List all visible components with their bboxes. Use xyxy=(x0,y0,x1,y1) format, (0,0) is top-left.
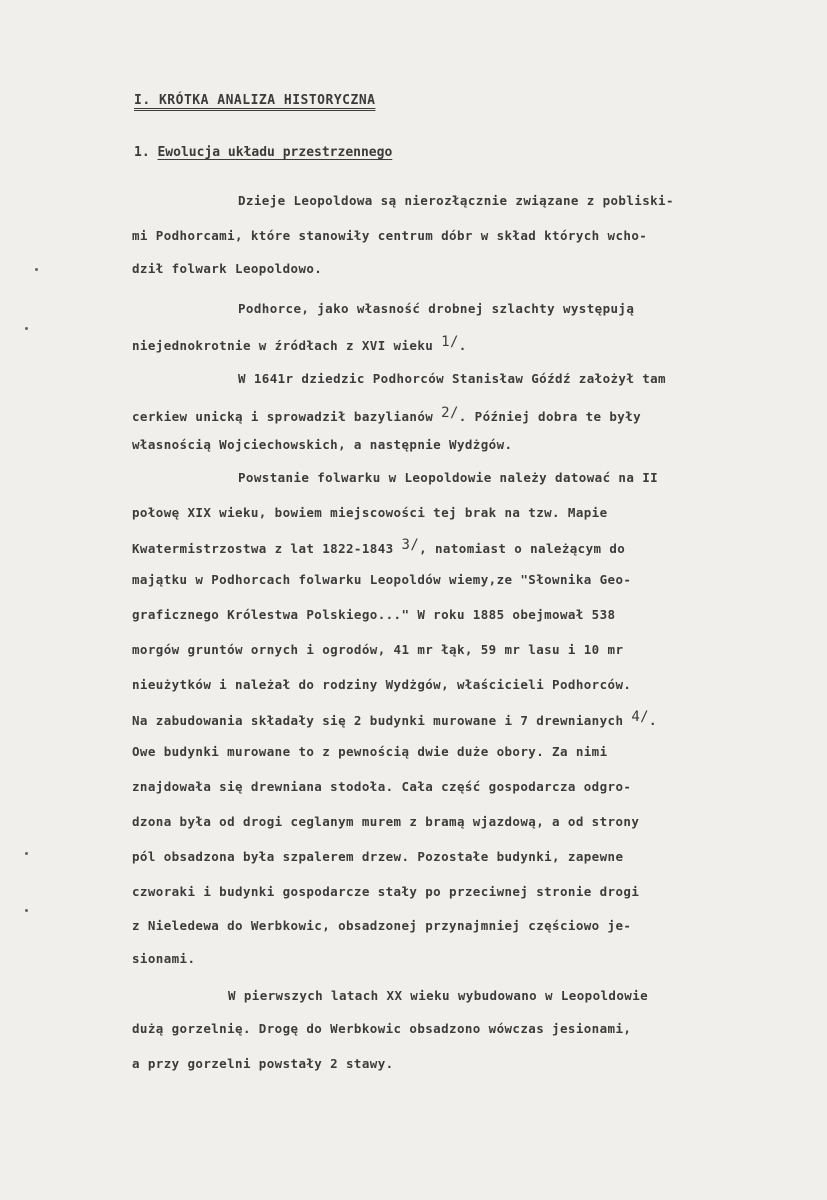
text-line: W 1641r dziedzic Podhorców Stanisław Góźdź założył tam xyxy=(238,371,666,386)
text-line: graficznego Królestwa Polskiego..." W roku 1885 obejmował 538 xyxy=(132,607,616,622)
margin-mark xyxy=(25,852,28,855)
text-line: mi Podhorcami, które stanowiły centrum dóbr w skład których wcho- xyxy=(132,228,648,243)
text-fragment: Na zabudowania składały się 2 budynki murowane i 7 drewnianych xyxy=(132,713,624,728)
period: . xyxy=(458,338,467,353)
text-line: dził folwark Leopoldowo. xyxy=(132,261,323,276)
text-line: sionami. xyxy=(132,951,196,966)
text-line: dzona była od drogi ceglanym murem z bramą wjazdową, a od strony xyxy=(132,814,640,829)
text-fragment: Kwatermistrzostwa z lat 1822-1843 xyxy=(132,541,394,556)
text-line: Dzieje Leopoldowa są nierozłącznie związane z pobliski- xyxy=(238,193,674,208)
text-line xyxy=(132,405,641,424)
text-fragment: . Później dobra te były xyxy=(458,409,642,424)
text-line: czworaki i budynki gospodarcze stały po przeciwnej stronie drogi xyxy=(132,884,640,899)
text-line xyxy=(132,709,657,728)
text-line: W pierwszych latach XX wieku wybudowano w Leopoldowie xyxy=(228,988,649,1003)
margin-mark xyxy=(35,268,38,271)
text-line: z Nieledewa do Werbkowic, obsadzonej przynajmniej częściowo je- xyxy=(132,918,632,933)
footnote-ref: 2/ xyxy=(441,405,459,421)
text-line: dużą gorzelnię. Drogę do Werbkowic obsadzono wówczas jesionami, xyxy=(132,1021,632,1036)
section-title: Ewolucja układu przestrzennego xyxy=(157,145,393,160)
text-line xyxy=(132,537,625,556)
text-fragment: cerkiew unicką i sprowadził bazylianów xyxy=(132,409,434,424)
text-line xyxy=(132,334,467,353)
text-line: połowę XIX wieku, bowiem miejscowości tej brak na tzw. Mapie xyxy=(132,505,608,520)
section-number: 1. xyxy=(134,145,150,160)
margin-mark xyxy=(25,327,28,330)
text-line: a przy gorzelni powstały 2 stawy. xyxy=(132,1056,394,1071)
text-line: Powstanie folwarku w Leopoldowie należy datować na II xyxy=(238,470,659,485)
period: . xyxy=(649,713,657,728)
section-heading xyxy=(134,145,392,160)
text-line: Podhorce, jako własność drobnej szlachty występują xyxy=(238,301,635,316)
footnote-ref: 3/ xyxy=(401,537,420,553)
margin-mark xyxy=(25,909,28,912)
text-line: własnością Wojciechowskich, a następnie Wydżgów. xyxy=(132,437,513,452)
text-line: majątku w Podhorcach folwarku Leopoldów wiemy,ze "Słownika Geo- xyxy=(132,572,632,587)
footnote-ref: 1/ xyxy=(441,334,459,350)
chapter-heading: I. KRÓTKA ANALIZA HISTORYCZNA xyxy=(134,93,376,108)
text-line: morgów gruntów ornych i ogrodów, 41 mr łąk, 59 mr lasu i 10 mr xyxy=(132,642,624,657)
text-line: nieużytków i należał do rodziny Wydżgów, właścicieli Podhorców. xyxy=(132,677,632,692)
text-line: pól obsadzona była szpalerem drzew. Pozostałe budynki, zapewne xyxy=(132,849,624,864)
footnote-ref: 4/ xyxy=(631,709,649,725)
text-line: znajdowała się drewniana stodoła. Cała część gospodarcza odgro- xyxy=(132,779,632,794)
text-fragment: niejednokrotnie w źródłach z XVI wieku xyxy=(132,338,434,353)
text-fragment: , natomiast o należącym do xyxy=(419,541,626,556)
text-line: Owe budynki murowane to z pewnością dwie duże obory. Za nimi xyxy=(132,744,608,759)
